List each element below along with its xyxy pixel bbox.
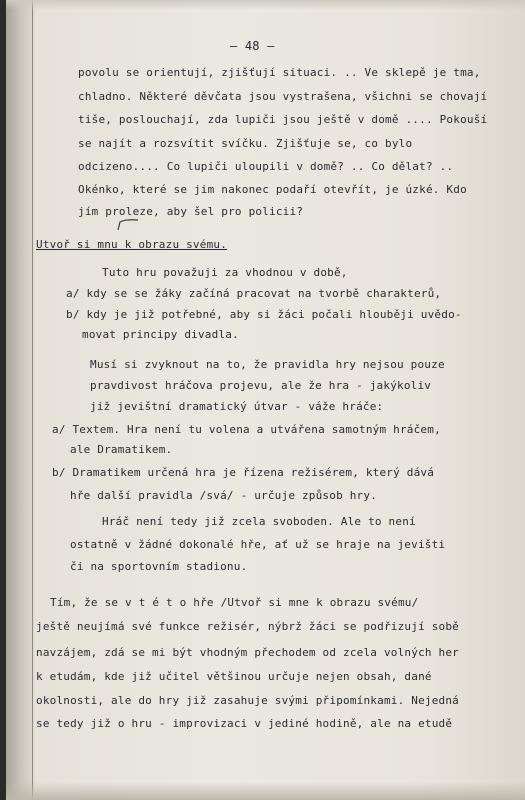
text-line: se tedy již o hru - improvizaci v jediné hodině, ale na etudě (36, 717, 453, 730)
text-line: hře další pravidla /svá/ - určuje způsob hry. (70, 489, 378, 502)
text-line: chladno. Některé děvčata jsou vystrašena, všichni se chovají (78, 90, 488, 103)
text-line: Okénko, které se jim nakonec podaří otevřít, je úzké. Kdo (78, 183, 467, 196)
text-line: tiše, poslouchají, zda lupiči jsou ještě v domě .... Pokouší (78, 113, 488, 126)
text-line: povolu se orientují, zjišťují situaci. .. Ve sklepě je tma, (78, 66, 481, 79)
text-line: ostatně v žádné dokonalé hře, ať už se hraje na jevišti (70, 538, 446, 551)
text-line: Tím, že se v t é t o hře /Utvoř si mne k obrazu svému/ (50, 596, 419, 609)
top-shadow (6, 0, 525, 10)
text-line: Musí si zvyknout na to, že pravidla hry nejsou pouze (90, 358, 445, 371)
text-line: ještě neujímá své funkce režisér, nýbrž žáci se podřizují sobě (36, 620, 459, 633)
list-item-a: a/ kdy se se žáky začíná pracovat na tvorbě charakterů, (66, 287, 442, 300)
bottom-shadow (6, 782, 525, 800)
section-heading: Utvoř si mnu k obrazu svému. (36, 238, 228, 251)
binding-edge (32, 0, 33, 800)
text-line: k etudám, kde již učitel většinou určuje nejen obsah, dané (36, 670, 432, 683)
text-line: navzájem, zdá se mi být vhodným přechodem od zcela volných her (36, 646, 459, 659)
text-line: ale Dramatikem. (70, 443, 173, 456)
list-item-b: b/ Dramatikem určená hra je řízena režisérem, který dává (52, 466, 435, 479)
list-item-b: b/ kdy je již potřebné, aby si žáci počali hlouběji uvědo- (66, 308, 462, 321)
text-line: jím proleze, aby šel pro policii? (78, 205, 304, 218)
page-binding (6, 0, 34, 800)
handwritten-mark (116, 218, 142, 232)
text-line: či na sportovním stadionu. (70, 560, 248, 573)
list-item-a: a/ Textem. Hra není tu volena a utvářena samotným hráčem, (52, 423, 441, 436)
typewritten-page (6, 0, 525, 800)
text-line: movat principy divadla. (82, 328, 239, 341)
page-number: – 48 – (230, 39, 275, 53)
text-line: odcizeno.... Co lupiči uloupili v domě? .. Co dělat? .. (78, 160, 454, 173)
text-line: již jevištní dramatický útvar - váže hráče: (90, 400, 384, 413)
text-line: se najít a rozsvítit svíčku. Zjišťuje se, co bylo (78, 137, 413, 150)
text-line: pravdivost hráčova projevu, ale že hra - jakýkoliv (90, 379, 432, 392)
text-line: Hráč není tedy již zcela svoboden. Ale to není (102, 515, 416, 528)
text-line: Tuto hru považuji za vhodnou v době, (102, 266, 348, 279)
text-line: okolnosti, ale do hry již zasahuje svými připomínkami. Nejedná (36, 694, 459, 707)
